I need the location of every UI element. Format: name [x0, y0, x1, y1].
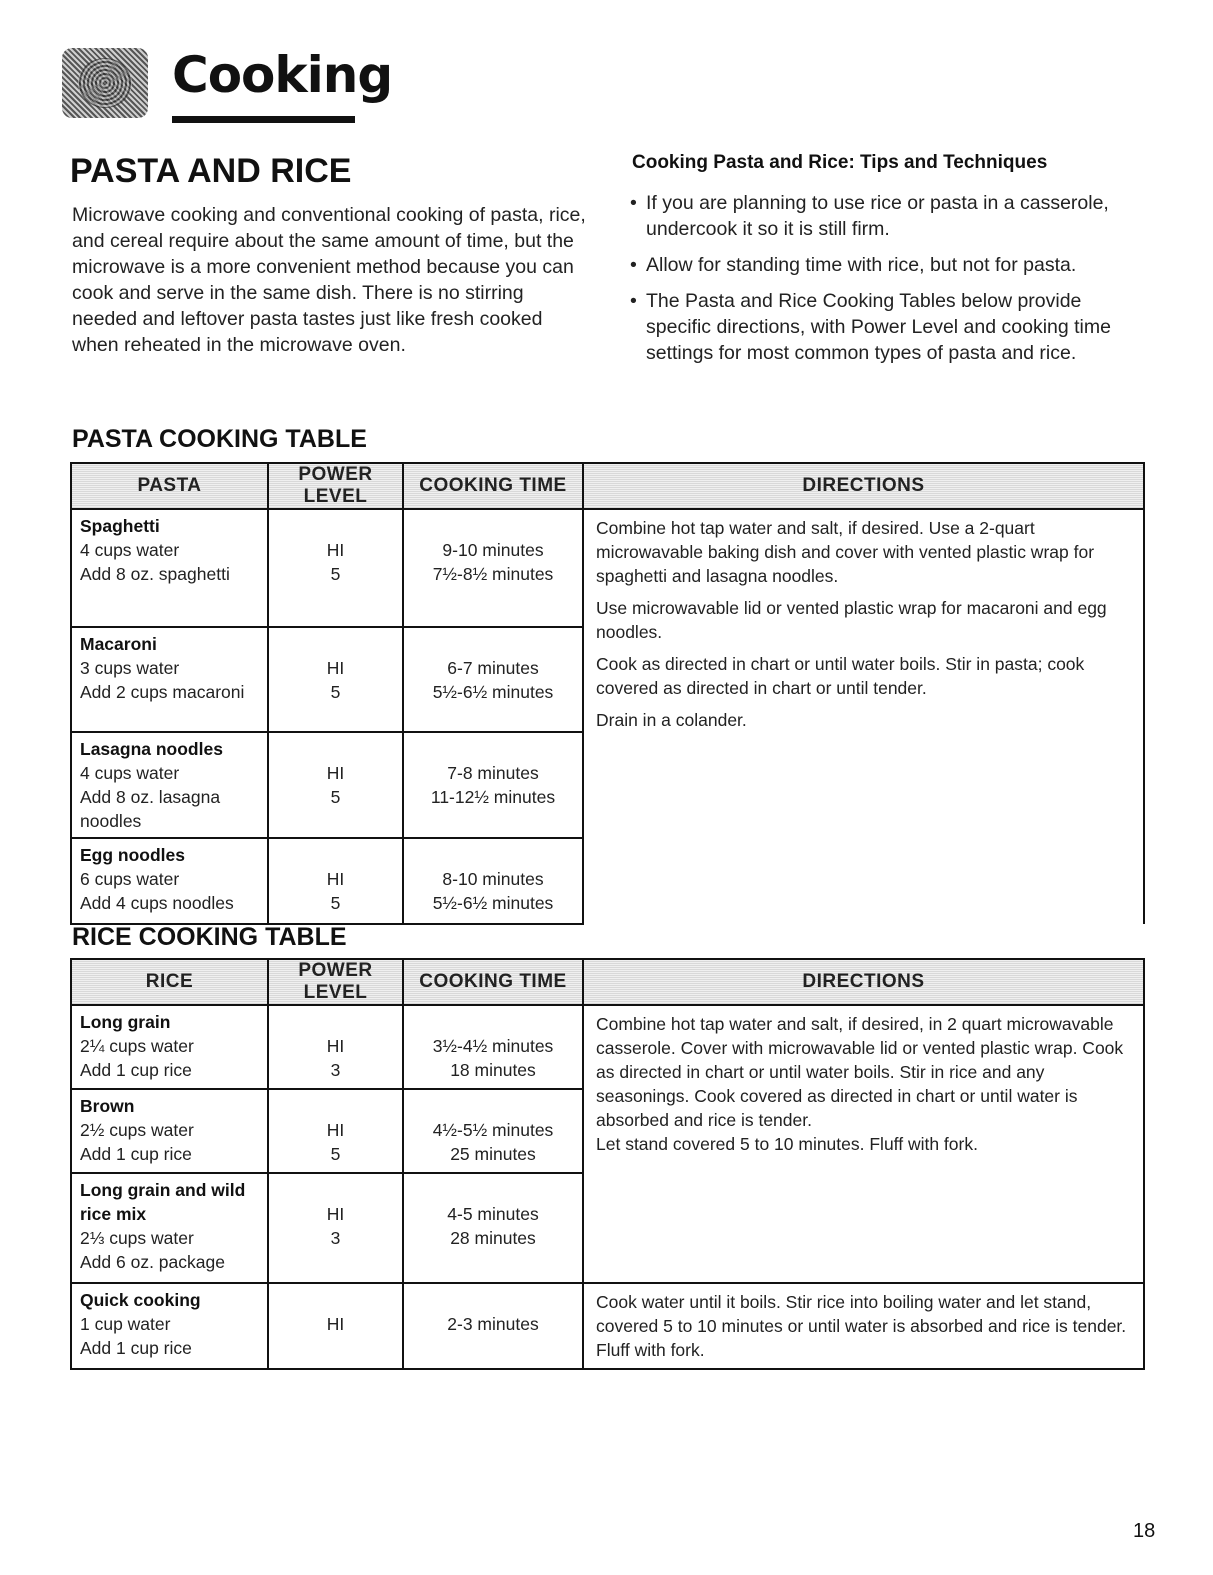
column-header: COOKING TIME [403, 463, 583, 509]
item-step: Add 6 oz. package [80, 1252, 225, 1272]
tip-item: • Allow for standing time with rice, but not for pasta. [630, 252, 1150, 278]
item-cell [71, 627, 268, 732]
column-header: POWER LEVEL [268, 463, 403, 509]
header-underline [172, 116, 355, 123]
power-cell [268, 1089, 403, 1173]
item-step: 4 cups water [80, 763, 180, 783]
cooking-time: 8-10 minutes [442, 869, 544, 889]
cooking-time: 2-3 minutes [447, 1314, 539, 1334]
directions-cell [583, 509, 1144, 924]
header-title: Cooking [172, 46, 393, 104]
rice-table-title: RICE COOKING TABLE [72, 923, 347, 951]
cooking-time: 25 minutes [450, 1144, 536, 1164]
table-row [71, 509, 1144, 627]
cooking-time: 7½-8½ minutes [432, 564, 554, 584]
power-level: HI [326, 540, 345, 560]
time-cell [403, 627, 583, 732]
cooking-time: 4½-5½ minutes [432, 1120, 554, 1140]
direction-text: Use microwavable lid or vented plastic wrap for macaroni and egg noodles. [596, 598, 1107, 642]
direction-text: Combine hot tap water and salt, if desired. Use a 2-quart microwavable baking dish and cover with vented plastic wrap for spaghetti and lasagna noodles. [596, 518, 1095, 586]
item-step: Add 4 cups noodles [80, 893, 234, 913]
time-cell [403, 509, 583, 627]
power-level: HI [326, 1036, 345, 1056]
time-cell [403, 838, 583, 924]
tips-list [630, 190, 1150, 376]
power-cell [268, 1283, 403, 1369]
page-number: 18 [1133, 1520, 1156, 1542]
item-step: 2½ cups water [80, 1120, 194, 1140]
item-step: Add 1 cup rice [80, 1338, 192, 1358]
item-cell [71, 838, 268, 924]
tips-heading: Cooking Pasta and Rice: Tips and Techniques [632, 152, 1048, 173]
item-name: Brown [80, 1096, 135, 1116]
power-level: HI [326, 1120, 345, 1140]
power-cell [268, 1005, 403, 1089]
item-step: 2⅓ cups water [80, 1228, 194, 1248]
cooking-time: 3½-4½ minutes [432, 1036, 554, 1056]
item-name: Long grain [80, 1012, 171, 1032]
cooking-time: 18 minutes [450, 1060, 536, 1080]
power-level: 5 [330, 893, 341, 913]
time-cell [403, 1173, 583, 1283]
column-header: DIRECTIONS [583, 463, 1144, 509]
item-step: 1 cup water [80, 1314, 171, 1334]
item-cell [71, 509, 268, 627]
cooking-photo-icon [62, 48, 148, 118]
direction-text: Cook as directed in chart or until water boils. Stir in pasta; cook covered as directed in chart or until tender. [596, 654, 1085, 698]
item-step: Add 2 cups macaroni [80, 682, 245, 702]
item-step: Add 1 cup rice [80, 1060, 192, 1080]
pasta-cooking-table [70, 462, 1145, 925]
time-cell [403, 1005, 583, 1089]
item-step: 6 cups water [80, 869, 180, 889]
table-row [71, 1005, 1144, 1089]
direction-text: Drain in a colander. [596, 710, 747, 730]
directions-cell [583, 1283, 1144, 1369]
table-header-row [71, 959, 1144, 1005]
power-level: HI [326, 1314, 345, 1334]
item-step: Add 8 oz. spaghetti [80, 564, 230, 584]
cooking-time: 6-7 minutes [447, 658, 539, 678]
item-name: Lasagna noodles [80, 739, 223, 759]
power-cell [268, 627, 403, 732]
column-header: RICE [71, 959, 268, 1005]
page-header [62, 40, 462, 130]
item-cell [71, 1089, 268, 1173]
power-level: 5 [330, 564, 341, 584]
power-cell [268, 838, 403, 924]
rice-cooking-table [70, 958, 1145, 1370]
item-cell [71, 1005, 268, 1089]
section-title: PASTA AND RICE [70, 152, 352, 190]
item-name: Spaghetti [80, 516, 160, 536]
table-header-row [71, 463, 1144, 509]
item-cell [71, 1173, 268, 1283]
column-header: PASTA [71, 463, 268, 509]
pasta-table-title: PASTA COOKING TABLE [72, 425, 367, 453]
column-header: DIRECTIONS [583, 959, 1144, 1005]
tip-item: • If you are planning to use rice or pasta in a casserole, undercook it so it is still firm. [630, 190, 1150, 242]
power-level: 5 [330, 682, 341, 702]
cooking-time: 4-5 minutes [447, 1204, 539, 1224]
item-cell [71, 1283, 268, 1369]
cooking-time: 7-8 minutes [447, 763, 539, 783]
time-cell [403, 1089, 583, 1173]
power-level: 3 [330, 1228, 341, 1248]
table-row [71, 1283, 1144, 1369]
power-level: HI [326, 658, 345, 678]
tip-item: • The Pasta and Rice Cooking Tables below provide specific directions, with Power Level and cooking time settings for most common types of pasta and rice. [630, 288, 1150, 366]
direction-text: Cook water until it boils. Stir rice into boiling water and let stand, covered 5 to 10 minutes or until water is absorbed and rice is tender. Fluff with fork. [596, 1292, 1127, 1360]
power-cell [268, 509, 403, 627]
intro-paragraph: Microwave cooking and conventional cooking of pasta, rice, and cereal require about the same amount of time, but the microwave is a more convenient method because you can cook and serve in the same dish. There is no stirring needed and leftover pasta tastes just like fresh cooked when reheated in the microwave oven. [72, 204, 586, 356]
cooking-time: 11-12½ minutes [430, 787, 556, 807]
item-name: Long grain and wild rice mix [80, 1180, 246, 1224]
power-level: 5 [330, 787, 341, 807]
item-step: Add 8 oz. lasagna noodles [80, 787, 221, 831]
cooking-time: 5½-6½ minutes [432, 893, 554, 913]
direction-text: Combine hot tap water and salt, if desired, in 2 quart microwavable casserole. Cover with microwavable lid or vented plastic wrap. Cook as directed in chart or until water boils. Stir in rice and any seasonings. Cook covered as directed in chart or until water is absorbed and rice is tender. [596, 1014, 1124, 1130]
power-level: HI [326, 869, 345, 889]
column-header: POWER LEVEL [268, 959, 403, 1005]
time-cell [403, 732, 583, 838]
item-step: 4 cups water [80, 540, 180, 560]
power-level: HI [326, 763, 345, 783]
directions-cell [583, 1005, 1144, 1283]
power-level: 5 [330, 1144, 341, 1164]
item-name: Egg noodles [80, 845, 185, 865]
cooking-time: 5½-6½ minutes [432, 682, 554, 702]
cooking-time: 28 minutes [450, 1228, 536, 1248]
power-cell [268, 1173, 403, 1283]
item-cell [71, 732, 268, 838]
item-step: 2¼ cups water [80, 1036, 194, 1056]
cooking-time: 9-10 minutes [442, 540, 544, 560]
power-level: HI [326, 1204, 345, 1224]
item-name: Macaroni [80, 634, 157, 654]
item-step: 3 cups water [80, 658, 180, 678]
power-level: 3 [330, 1060, 341, 1080]
direction-text: Let stand covered 5 to 10 minutes. Fluff with fork. [596, 1134, 978, 1154]
power-cell [268, 732, 403, 838]
item-step: Add 1 cup rice [80, 1144, 192, 1164]
column-header: COOKING TIME [403, 959, 583, 1005]
item-name: Quick cooking [80, 1290, 201, 1310]
time-cell [403, 1283, 583, 1369]
